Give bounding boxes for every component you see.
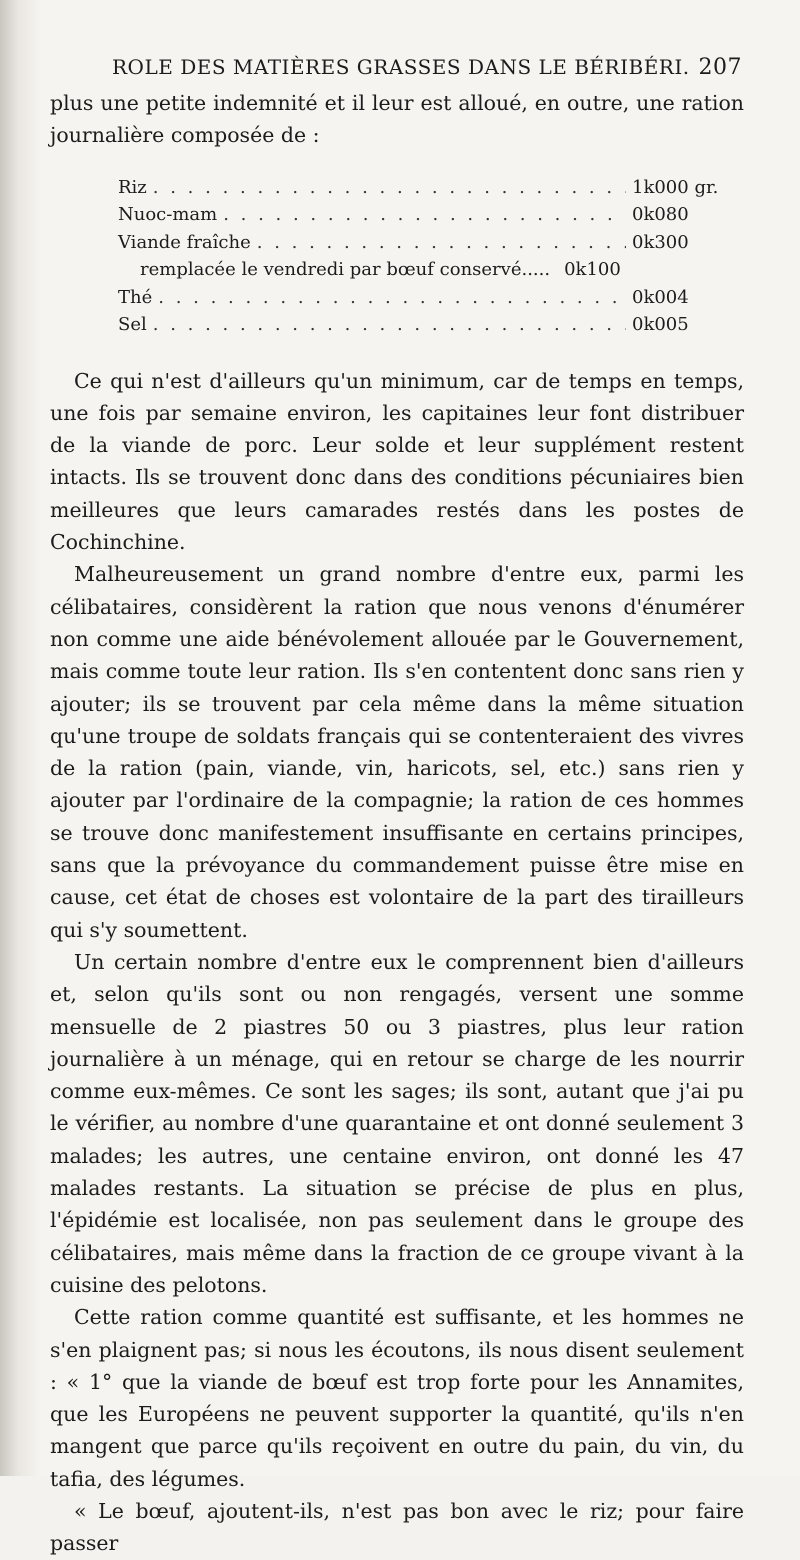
leader-dots (153, 311, 626, 339)
running-title: ROLE DES MATIÈRES GRASSES DANS LE BÉRIBÉRI. (112, 55, 690, 79)
ration-label: Thé (118, 286, 153, 308)
intro-paragraph: plus une petite indemnité et il leur est alloué, en outre, une ration journalière composée de : (50, 91, 744, 148)
ration-label: Viande fraîche (118, 231, 251, 253)
ration-label: remplacée le vendredi par bœuf conservé..... (140, 259, 551, 281)
ration-value: 0k080 (632, 204, 689, 226)
ration-row (118, 284, 708, 312)
ration-value: 0k100 (564, 259, 621, 281)
ration-value: 0k004 (632, 286, 689, 308)
ration-row (118, 174, 719, 202)
leader-dots (223, 201, 626, 229)
body-paragraph: « Le bœuf, ajoutent-ils, n'est pas bon avec le riz; pour faire passer (50, 1498, 744, 1556)
ration-value: 0k005 (632, 314, 689, 336)
ration-row (118, 229, 708, 257)
body-paragraph: Cette ration comme quantité est suffisante, et les hommes ne s'en plaignent pas; si nous les écoutons, ils nous disent seulement : « 1° que la viande de bœuf est trop forte pour les Annamites, que les Européens ne peuvent supporter la quantité, qu'ils n'en mangent que parce qu'ils reçoivent en outre du pain, du vin, du tafia, des légumes. (50, 1305, 744, 1491)
body-paragraph: Un certain nombre d'entre eux le comprennent bien d'ailleurs et, selon qu'ils sont ou non rengagés, versent une somme mensuelle de 2 piastres 50 ou 3 piastres, plus leur ration journalière à un ménage, qui en retour se charge de les nourrir comme eux-mêmes. Ce sont les sages; ils sont, autant que j'ai pu le vérifier, au nombre d'une quarantaine et ont donné seulement 3 malades; les autres, une centaine environ, ont donné les 47 malades restants. La situation se précise de plus en plus, l'épidémie est localisée, non pas seulement dans le groupe des célibataires, mais même dans la fraction de ce groupe vivant à la cuisine des pelotons. (50, 949, 744, 1297)
ration-label: Nuoc-mam (118, 204, 218, 226)
body-paragraph: Malheureusement un grand nombre d'entre eux, parmi les célibataires, considèrent la ration que nous venons d'énumérer non comme une aide bénévolement allouée par le Gouvernement, mais comme toute leur ration. Ils s'en contentent donc sans rien y ajouter; ils se trouvent par cela même dans la même situation qu'une troupe de soldats français qui se contenteraient des vivres de la ration (pain, viande, vin, haricots, sel, etc.) sans rien y ajouter par l'ordinaire de la compagnie; la ration de ces hommes se trouve donc manifestement insuffisante en certains principes, sans que la prévoyance du commandement puisse être mise en cause, cet état de choses est volontaire de la part des tirailleurs qui s'y soumettent. (50, 562, 744, 942)
running-header (112, 52, 744, 83)
ration-list (118, 174, 719, 339)
leader-dots (257, 229, 626, 257)
ration-label: Riz (118, 176, 147, 198)
ration-label: Sel (118, 314, 147, 336)
ration-row (118, 311, 708, 339)
leader-dots (158, 284, 626, 312)
ration-row (118, 256, 708, 284)
page-number: 207 (698, 55, 742, 80)
ration-value: 0k300 (632, 231, 689, 253)
ration-value: 1k000 gr. (632, 176, 719, 198)
body-paragraph: Ce qui n'est d'ailleurs qu'un minimum, car de temps en temps, une fois par semaine environ, les capitaines leur font distribuer de la viande de porc. Leur solde et leur supplément restent intacts. Ils se trouvent donc dans des conditions pécuniaires bien meilleures que leurs camarades restés dans les postes de Cochinchine. (50, 368, 744, 555)
ration-row (118, 201, 708, 229)
leader-dots (153, 174, 626, 202)
